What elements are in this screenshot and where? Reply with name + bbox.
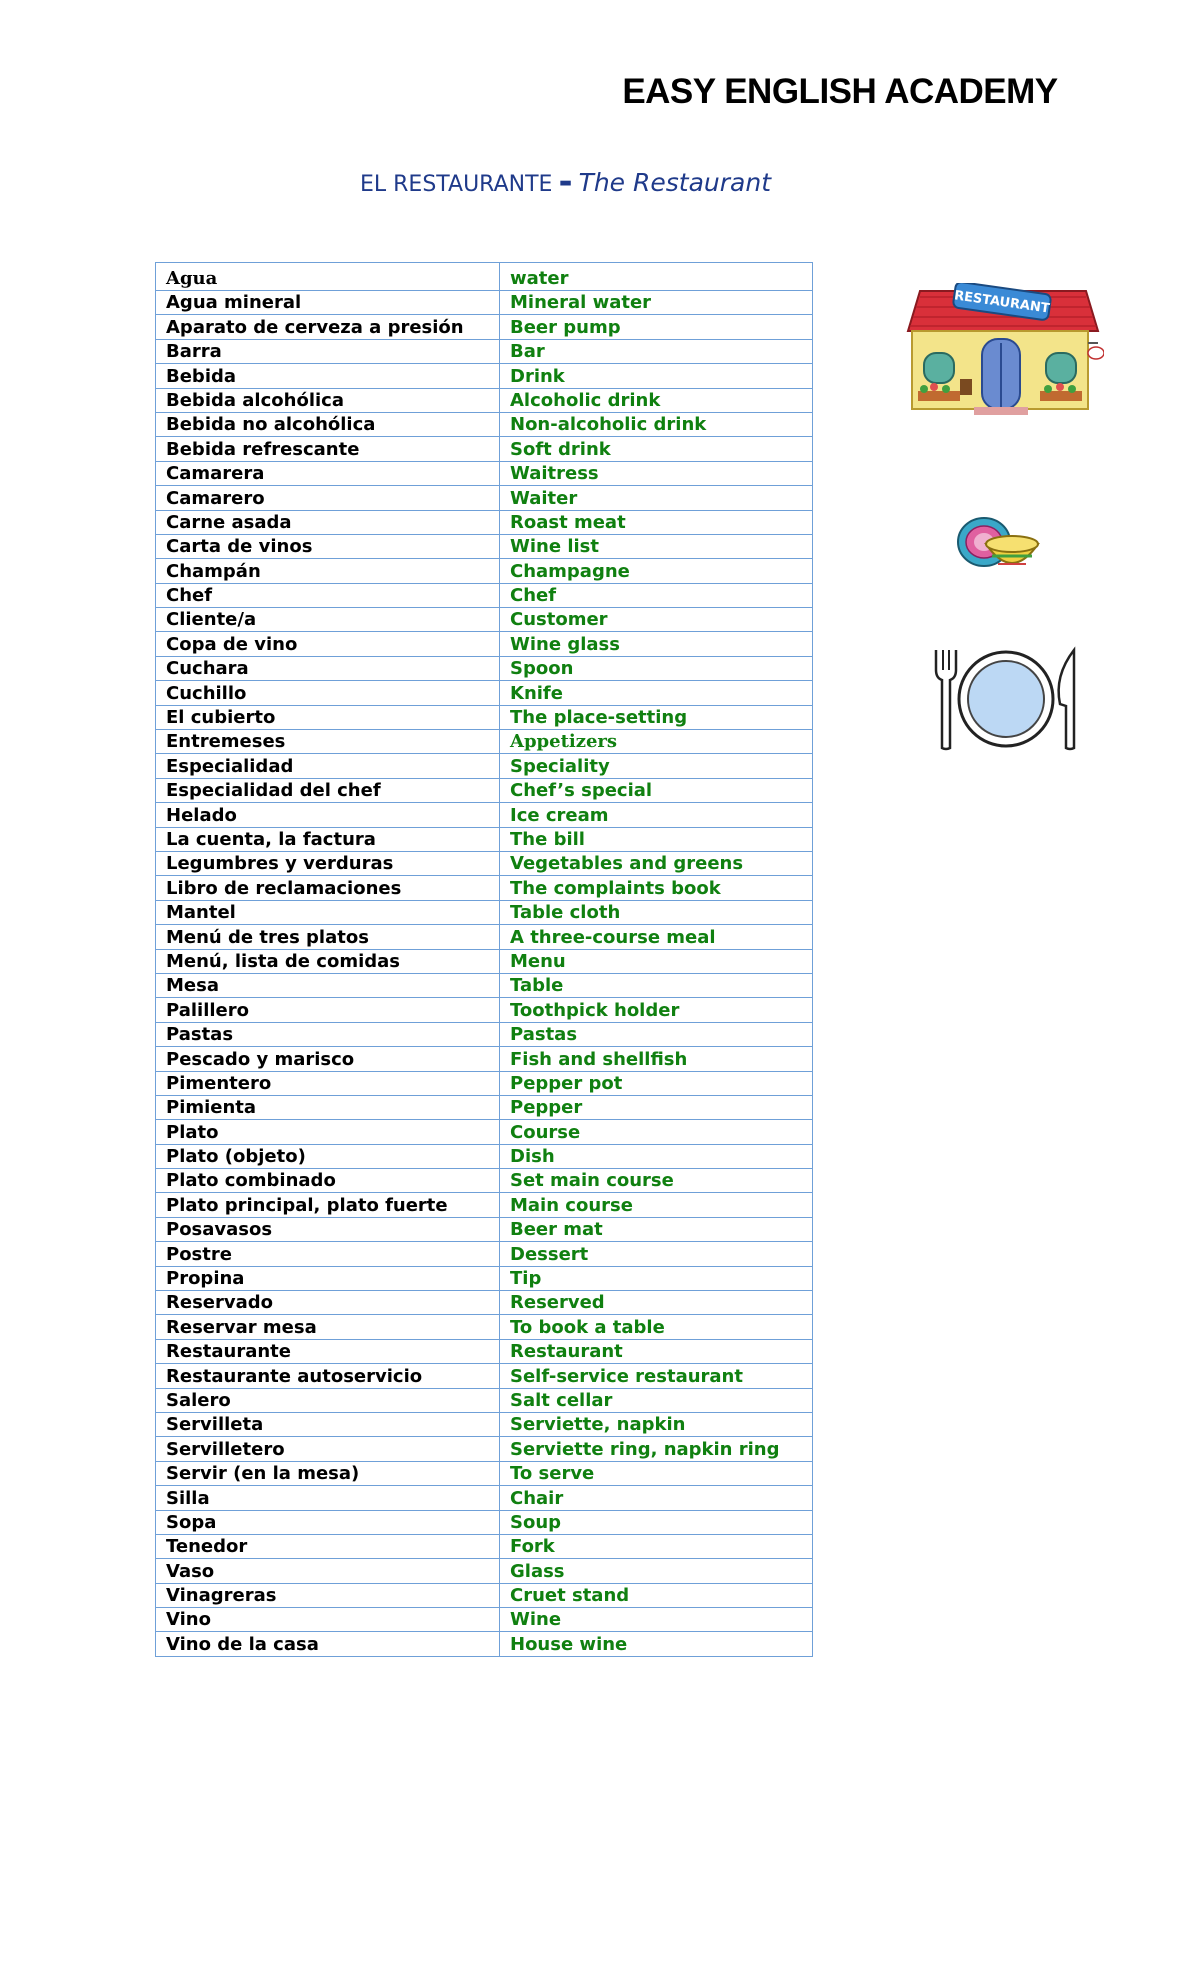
english-term: Toothpick holder bbox=[500, 998, 813, 1022]
spanish-term: Bebida alcohólica bbox=[156, 388, 500, 412]
table-row bbox=[156, 1071, 813, 1095]
spanish-term: Tenedor bbox=[156, 1534, 500, 1558]
english-term: Set main course bbox=[500, 1169, 813, 1193]
table-row bbox=[156, 803, 813, 827]
english-term: Restaurant bbox=[500, 1339, 813, 1363]
table-row bbox=[156, 681, 813, 705]
english-term: Dessert bbox=[500, 1242, 813, 1266]
english-term: Soft drink bbox=[500, 437, 813, 461]
spanish-term: Menú de tres platos bbox=[156, 925, 500, 949]
english-term: Table cloth bbox=[500, 900, 813, 924]
spanish-term: El cubierto bbox=[156, 705, 500, 729]
english-term: Ice cream bbox=[500, 803, 813, 827]
table-row bbox=[156, 1583, 813, 1607]
table-row bbox=[156, 1559, 813, 1583]
english-term: Spoon bbox=[500, 656, 813, 680]
spanish-term: Chef bbox=[156, 583, 500, 607]
english-term: To book a table bbox=[500, 1315, 813, 1339]
building-sign-text: RESTAURANT bbox=[953, 288, 1051, 317]
spanish-term: Servir (en la mesa) bbox=[156, 1461, 500, 1485]
english-term: Champagne bbox=[500, 559, 813, 583]
english-term: Mineral water bbox=[500, 291, 813, 315]
table-row bbox=[156, 1047, 813, 1071]
table-row bbox=[156, 510, 813, 534]
spanish-term: Aparato de cerveza a presión bbox=[156, 315, 500, 339]
table-row bbox=[156, 339, 813, 363]
table-row bbox=[156, 1388, 813, 1412]
vocabulary-table-body bbox=[156, 263, 813, 1657]
table-row bbox=[156, 730, 813, 754]
spanish-term: Camarero bbox=[156, 486, 500, 510]
spanish-term: Cliente/a bbox=[156, 608, 500, 632]
table-row bbox=[156, 1437, 813, 1461]
table-row bbox=[156, 1120, 813, 1144]
table-row bbox=[156, 1022, 813, 1046]
table-row bbox=[156, 364, 813, 388]
spanish-term: Cuchara bbox=[156, 656, 500, 680]
table-row bbox=[156, 1364, 813, 1388]
spanish-term: Vaso bbox=[156, 1559, 500, 1583]
english-term: Speciality bbox=[500, 754, 813, 778]
english-term: Self-service restaurant bbox=[500, 1364, 813, 1388]
spanish-term: Restaurante autoservicio bbox=[156, 1364, 500, 1388]
fork-plate-knife-icon bbox=[924, 646, 1084, 752]
spanish-term: Helado bbox=[156, 803, 500, 827]
english-term: Waitress bbox=[500, 461, 813, 485]
english-term: Pepper pot bbox=[500, 1071, 813, 1095]
english-term: water bbox=[500, 263, 813, 291]
vocabulary-table bbox=[155, 262, 813, 1657]
table-row bbox=[156, 559, 813, 583]
table-row bbox=[156, 263, 813, 291]
table-row bbox=[156, 827, 813, 851]
english-term: Beer mat bbox=[500, 1217, 813, 1241]
table-row bbox=[156, 315, 813, 339]
spanish-term: Cuchillo bbox=[156, 681, 500, 705]
english-term: Bar bbox=[500, 339, 813, 363]
spanish-term: Especialidad del chef bbox=[156, 778, 500, 802]
table-row bbox=[156, 754, 813, 778]
spanish-term: Bebida refrescante bbox=[156, 437, 500, 461]
spanish-term: Posavasos bbox=[156, 1217, 500, 1241]
table-row bbox=[156, 925, 813, 949]
spanish-term: Agua bbox=[156, 263, 500, 291]
english-term: Waiter bbox=[500, 486, 813, 510]
table-row bbox=[156, 1315, 813, 1339]
table-row bbox=[156, 1534, 813, 1558]
table-row bbox=[156, 1339, 813, 1363]
table-row bbox=[156, 705, 813, 729]
table-row bbox=[156, 388, 813, 412]
table-row bbox=[156, 1632, 813, 1656]
english-term: Serviette, napkin bbox=[500, 1412, 813, 1436]
table-row bbox=[156, 1461, 813, 1485]
english-term: A three-course meal bbox=[500, 925, 813, 949]
english-term: Salt cellar bbox=[500, 1388, 813, 1412]
table-row bbox=[156, 583, 813, 607]
table-row bbox=[156, 851, 813, 875]
english-term: Fork bbox=[500, 1534, 813, 1558]
english-term: Beer pump bbox=[500, 315, 813, 339]
english-term: Customer bbox=[500, 608, 813, 632]
table-row bbox=[156, 998, 813, 1022]
spanish-term: Sopa bbox=[156, 1510, 500, 1534]
english-term: Dish bbox=[500, 1144, 813, 1168]
english-term: Course bbox=[500, 1120, 813, 1144]
table-row bbox=[156, 1608, 813, 1632]
spanish-term: Pastas bbox=[156, 1022, 500, 1046]
spanish-term: Carne asada bbox=[156, 510, 500, 534]
english-term: Roast meat bbox=[500, 510, 813, 534]
spanish-term: Copa de vino bbox=[156, 632, 500, 656]
table-row bbox=[156, 1242, 813, 1266]
table-row bbox=[156, 876, 813, 900]
spanish-term: Restaurante bbox=[156, 1339, 500, 1363]
spanish-term: Pimentero bbox=[156, 1071, 500, 1095]
english-term: Table bbox=[500, 973, 813, 997]
spanish-term: Bebida bbox=[156, 364, 500, 388]
table-row bbox=[156, 1266, 813, 1290]
spanish-term: Menú, lista de comidas bbox=[156, 949, 500, 973]
english-term: To serve bbox=[500, 1461, 813, 1485]
table-row bbox=[156, 1169, 813, 1193]
spanish-term: Legumbres y verduras bbox=[156, 851, 500, 875]
spanish-term: Vino bbox=[156, 1608, 500, 1632]
table-row bbox=[156, 632, 813, 656]
spanish-term: Silla bbox=[156, 1486, 500, 1510]
english-term: Pastas bbox=[500, 1022, 813, 1046]
english-term: Drink bbox=[500, 364, 813, 388]
spanish-term: Especialidad bbox=[156, 754, 500, 778]
spanish-term: Pescado y marisco bbox=[156, 1047, 500, 1071]
english-term: The bill bbox=[500, 827, 813, 851]
spanish-term: Postre bbox=[156, 1242, 500, 1266]
english-term: Main course bbox=[500, 1193, 813, 1217]
table-row bbox=[156, 437, 813, 461]
english-term: Cruet stand bbox=[500, 1583, 813, 1607]
english-term: The complaints book bbox=[500, 876, 813, 900]
spanish-term: La cuenta, la factura bbox=[156, 827, 500, 851]
restaurant-building-icon bbox=[898, 283, 1104, 419]
spanish-term: Plato bbox=[156, 1120, 500, 1144]
spanish-term: Propina bbox=[156, 1266, 500, 1290]
english-term: Knife bbox=[500, 681, 813, 705]
spanish-term: Entremeses bbox=[156, 730, 500, 754]
academy-title: EASY ENGLISH ACADEMY bbox=[622, 72, 1058, 111]
table-row bbox=[156, 534, 813, 558]
table-row bbox=[156, 1095, 813, 1119]
spanish-term: Barra bbox=[156, 339, 500, 363]
english-term: Reserved bbox=[500, 1291, 813, 1315]
spanish-term: Plato combinado bbox=[156, 1169, 500, 1193]
english-term: Alcoholic drink bbox=[500, 388, 813, 412]
spanish-term: Mesa bbox=[156, 973, 500, 997]
english-term: Serviette ring, napkin ring bbox=[500, 1437, 813, 1461]
spanish-term: Plato (objeto) bbox=[156, 1144, 500, 1168]
english-term: Wine bbox=[500, 1608, 813, 1632]
english-term: The place-setting bbox=[500, 705, 813, 729]
table-row bbox=[156, 778, 813, 802]
spanish-term: Reservar mesa bbox=[156, 1315, 500, 1339]
english-term: Tip bbox=[500, 1266, 813, 1290]
english-term: Pepper bbox=[500, 1095, 813, 1119]
english-term: Appetizers bbox=[500, 730, 813, 754]
table-row bbox=[156, 900, 813, 924]
page-title bbox=[360, 160, 771, 200]
title-spanish: EL RESTAURANTE bbox=[360, 172, 553, 197]
english-term: Non-alcoholic drink bbox=[500, 412, 813, 436]
english-term: Wine glass bbox=[500, 632, 813, 656]
table-row bbox=[156, 608, 813, 632]
table-row bbox=[156, 973, 813, 997]
spanish-term: Servilletero bbox=[156, 1437, 500, 1461]
title-english: The Restaurant bbox=[578, 168, 771, 197]
table-row bbox=[156, 949, 813, 973]
table-row bbox=[156, 1217, 813, 1241]
spanish-term: Plato principal, plato fuerte bbox=[156, 1193, 500, 1217]
english-term: Chair bbox=[500, 1486, 813, 1510]
table-row bbox=[156, 291, 813, 315]
spanish-term: Libro de reclamaciones bbox=[156, 876, 500, 900]
english-term: House wine bbox=[500, 1632, 813, 1656]
table-row bbox=[156, 1193, 813, 1217]
spanish-term: Palillero bbox=[156, 998, 500, 1022]
plate-and-bowl-icon bbox=[954, 514, 1040, 580]
title-dash: - bbox=[558, 162, 573, 202]
table-row bbox=[156, 412, 813, 436]
spanish-term: Salero bbox=[156, 1388, 500, 1412]
spanish-term: Reservado bbox=[156, 1291, 500, 1315]
english-term: Wine list bbox=[500, 534, 813, 558]
spanish-term: Vinagreras bbox=[156, 1583, 500, 1607]
table-row bbox=[156, 656, 813, 680]
table-row bbox=[156, 1486, 813, 1510]
english-term: Glass bbox=[500, 1559, 813, 1583]
spanish-term: Champán bbox=[156, 559, 500, 583]
english-term: Menu bbox=[500, 949, 813, 973]
spanish-term: Agua mineral bbox=[156, 291, 500, 315]
spanish-term: Bebida no alcohólica bbox=[156, 412, 500, 436]
spanish-term: Servilleta bbox=[156, 1412, 500, 1436]
table-row bbox=[156, 1291, 813, 1315]
spanish-term: Mantel bbox=[156, 900, 500, 924]
table-row bbox=[156, 1510, 813, 1534]
table-row bbox=[156, 1412, 813, 1436]
table-row bbox=[156, 461, 813, 485]
spanish-term: Camarera bbox=[156, 461, 500, 485]
english-term: Fish and shellfish bbox=[500, 1047, 813, 1071]
spanish-term: Vino de la casa bbox=[156, 1632, 500, 1656]
english-term: Chef bbox=[500, 583, 813, 607]
table-row bbox=[156, 486, 813, 510]
english-term: Soup bbox=[500, 1510, 813, 1534]
spanish-term: Carta de vinos bbox=[156, 534, 500, 558]
spanish-term: Pimienta bbox=[156, 1095, 500, 1119]
english-term: Vegetables and greens bbox=[500, 851, 813, 875]
english-term: Chef’s special bbox=[500, 778, 813, 802]
table-row bbox=[156, 1144, 813, 1168]
